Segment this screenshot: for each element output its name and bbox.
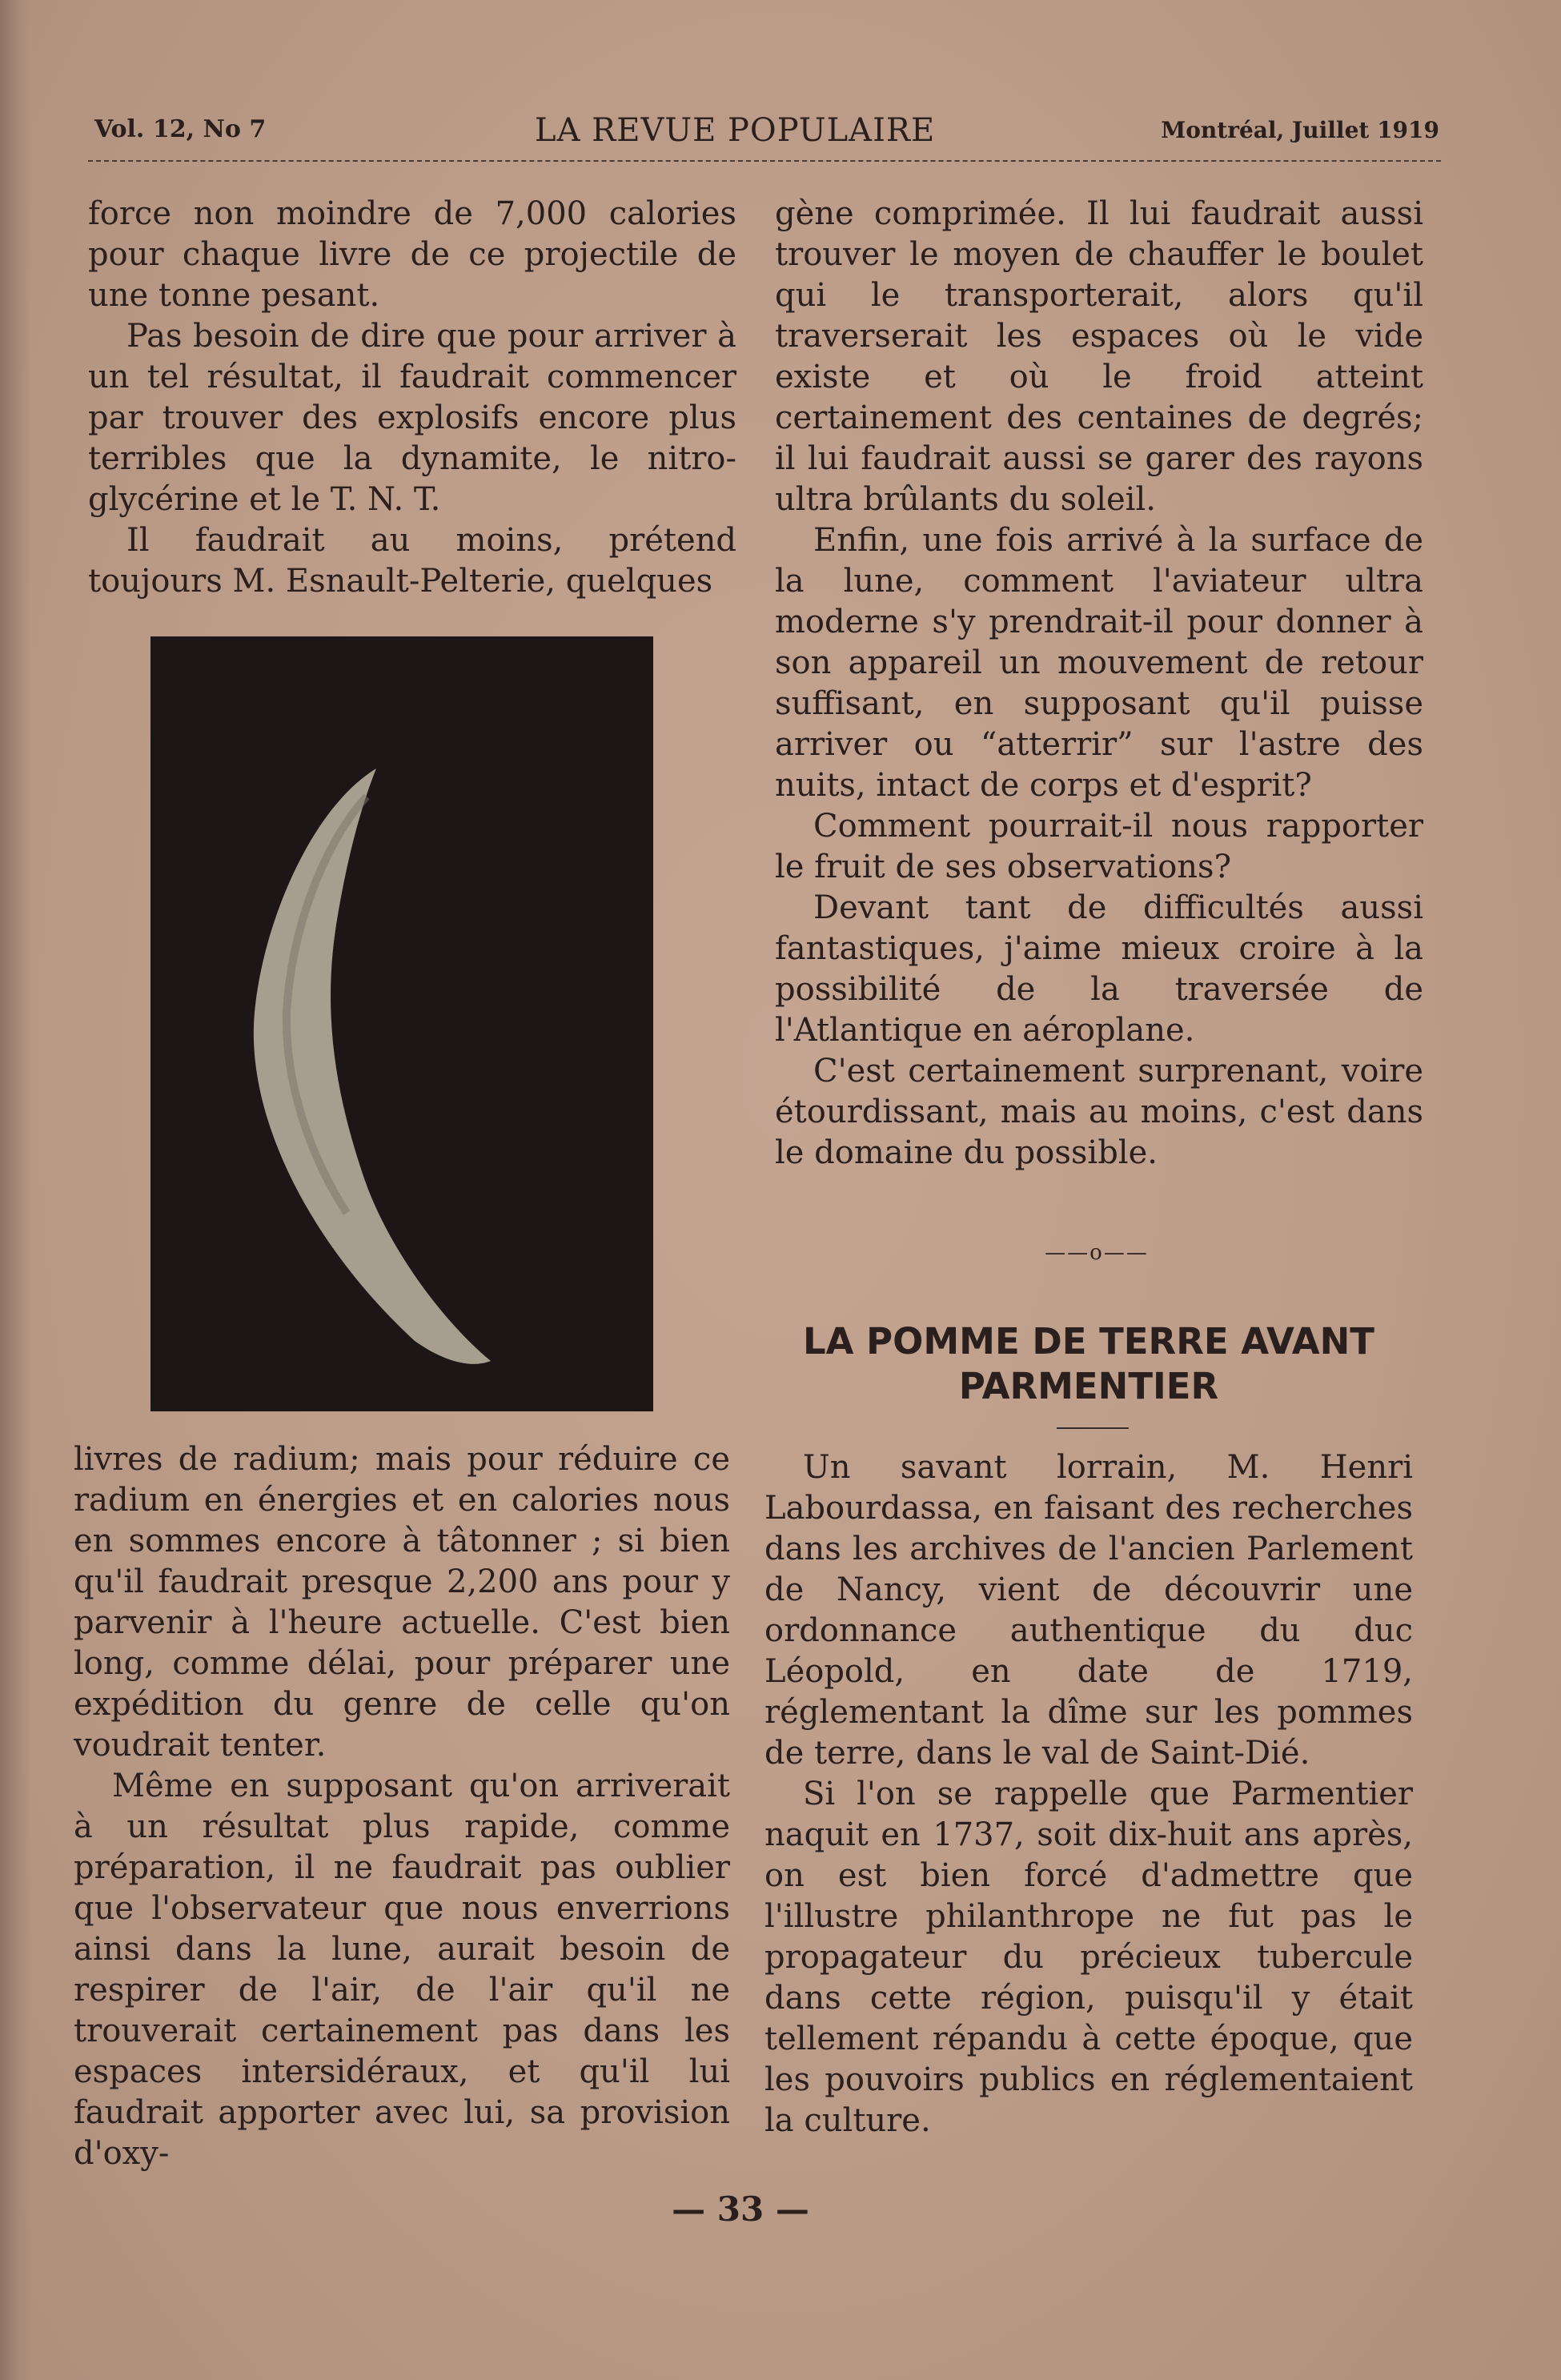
right-column-bottom bbox=[764, 1447, 1413, 2141]
magazine-title: LA REVUE POPULAIRE bbox=[535, 112, 936, 149]
paragraph: Un savant lorrain, M. Henri Labourdassa, en faisant des recherches dans les archives de l'ancien Parlement de Nancy, vient de découvrir une ordonnance authentique du duc Léopold, en date de 1719, réglementant la dîme sur les pommes de terre, dans le val de Saint-Dié. bbox=[764, 1449, 1413, 1772]
volume-number: Vol. 12, No 7 bbox=[94, 115, 267, 143]
page-binding-edge bbox=[0, 0, 32, 2380]
photo-grain bbox=[150, 636, 653, 1411]
paragraph: Pas besoin de dire que pour arriver à un tel résultat, il faudrait commencer par trouver des explosifs encore plus terribles que la dynamite, le nitro-glycérine et le T. N. T. bbox=[88, 318, 736, 518]
left-column-top bbox=[88, 194, 736, 602]
moon-crescent-photo bbox=[150, 636, 653, 1411]
page-number: — 33 — bbox=[672, 2189, 809, 2229]
header-rule bbox=[88, 160, 1441, 163]
issue-date: Montréal, Juillet 1919 bbox=[1161, 117, 1439, 143]
left-column-bottom bbox=[74, 1439, 730, 2174]
paragraph: Enfin, une fois arrivé à la surface de la lune, comment l'aviateur ultra moderne s'y prendrait-il pour donner à son appareil un mouvement de retour suffisant, en supposant qu'il puisse arriver ou “atterrir” sur l'astre des nuits, intact de corps et d'esprit? bbox=[775, 522, 1423, 804]
page-header bbox=[94, 112, 1439, 152]
section-separator: ——o—— bbox=[1045, 1241, 1149, 1265]
paragraph: Même en supposant qu'on arriverait à un résultat plus rapide, comme préparation, il ne faudrait pas oublier que l'observateur que nous enverrions ainsi dans la lune, aurait besoin de respirer de l'air, de l'air qu'il ne trouverait certainement pas dans les espaces intersidéraux, et qu'il lui faudrait apporter avec lui, sa provision d'oxy- bbox=[74, 1768, 730, 2172]
paragraph: livres de radium; mais pour réduire ce radium en énergies et en calories nous en sommes encore à tâtonner ; si bien qu'il faudrait presque 2,200 ans pour y parvenir à l'heure actuelle. C'est bien long, comme délai, pour préparer une expédition du genre de celle qu'on voudrait tenter. bbox=[74, 1441, 730, 1764]
paragraph: C'est certainement surprenant, voire étourdissant, mais au moins, c'est dans le domaine du possible. bbox=[775, 1053, 1423, 1171]
paragraph: gène comprimée. Il lui faudrait aussi trouver le moyen de chauffer le boulet qui le transporterait, alors qu'il traverserait les espaces où le vide existe et où le froid atteint certainement des centaines de degrés; il lui faudrait aussi se garer des rayons ultra brûlants du soleil. bbox=[775, 195, 1423, 518]
paragraph: Si l'on se rappelle que Parmentier naquit en 1737, soit dix-huit ans après, on est bien forcé d'admettre que l'illustre philanthrope ne fut pas le propagateur du précieux tubercule dans cette région, puisqu'il y était tellement répandu à cette époque, que les pouvoirs publics en réglementaient la culture. bbox=[764, 1776, 1413, 2139]
title-underline bbox=[1057, 1427, 1129, 1429]
paragraph: Devant tant de difficultés aussi fantastiques, j'aime mieux croire à la possibilité de la traversée de l'Atlantique en aéroplane. bbox=[775, 889, 1423, 1049]
article-title: LA POMME DE TERRE AVANT PARMENTIER bbox=[802, 1320, 1374, 1407]
paragraph: force non moindre de 7,000 calories pour chaque livre de ce projectile de une tonne pesant. bbox=[88, 195, 736, 314]
paragraph: Il faudrait au moins, prétend toujours M. Esnault-Pelterie, quelques bbox=[88, 522, 736, 600]
crescent-moon-image bbox=[150, 636, 653, 1411]
paragraph: Comment pourrait-il nous rapporter le fruit de ses observations? bbox=[775, 808, 1423, 885]
right-column-top bbox=[775, 194, 1423, 1174]
